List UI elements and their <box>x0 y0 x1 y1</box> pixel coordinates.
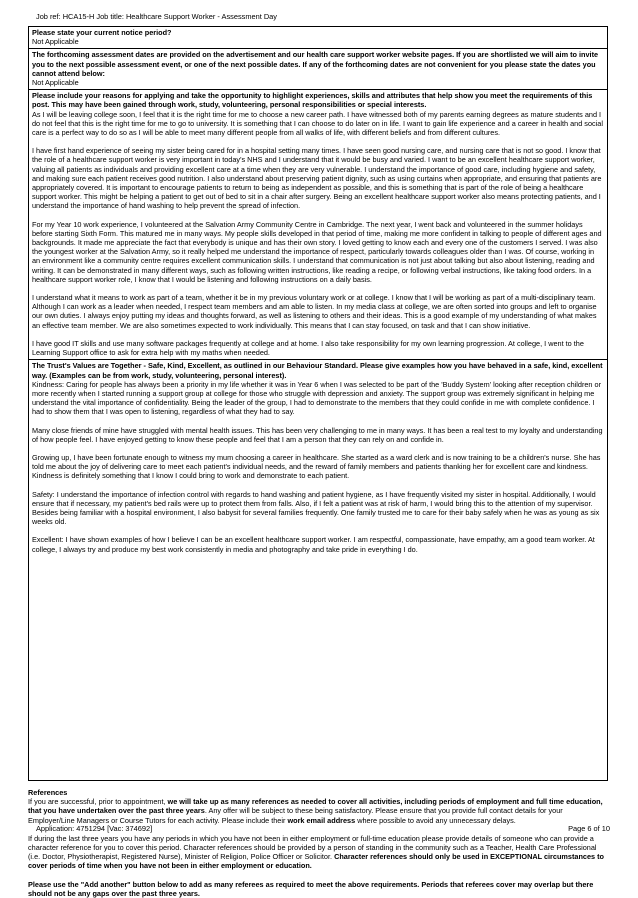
reasons-question: Please include your reasons for applying and take the opportunity to highlight experiences, skills and attributes that help show you meet the requirements of this post. This may have been gained through work, study, volunteering, personal responsibilities or special interests. <box>32 91 593 110</box>
ref-text: where possible to avoid any unnecessary delays. <box>355 815 516 825</box>
references-paragraph-3: Please use the "Add another" button below to add as many referees as required to meet the above requirements. Periods that referees cover may overlap but there should not be any gaps over the past three years. <box>28 879 594 898</box>
reasons-paragraph: I have good IT skills and use many software packages frequently at college and at home. I also take responsibility for my own learning progression. At college, I went to the Learning Support office to ask for extra help with my maths when needed. <box>32 338 584 358</box>
application-form-table <box>28 26 608 781</box>
values-paragraph: Growing up, I have been fortunate enough to witness my mum choosing a career in healthcare. She started as a ward clerk and is now training to be a children's nurse. She has told me about the joy of delivering care to meet each patient's individual needs, and the reward of family members and patients thanking her for excellent care and kindness. Kindness is definitely something that I know I could bring to work and demonstrate to each patient. <box>32 452 601 481</box>
ref-text-bold: work email address <box>287 815 356 825</box>
trust-values-question: The Trust's Values are Together - Safe, Kind, Excellent, as outlined in our Behaviour Standard. Please give examples how you have behaved in a safe, kind, excellent way. (Examples can be from work, study, volunteering, personal interest). <box>32 361 603 380</box>
reasons-paragraph: For my Year 10 work experience, I volunteered at the Salvation Army Community Centre in Cambridge. The next year, I went back and volunteered in the summer holidays before starting Sixth Form. This matured me in many ways. My people skills developed in that period of time, making me more confident in talking to people of different ages and backgrounds. It made me appreciate the fact that everybody is unique and has their own story. I loved getting to know each and every one of the customers I served. I was also the youngest worker at the Salvation Army, so it really helped me understand the importance of respect, particularly towards colleagues older than I was. Of course, working in an environment like a community centre requires excellent communication skills. I understand that communication is not just about talking but also about listening, reading and writing. It can be demonstrated in many different ways, such as following written instructions, like reading a recipe, or following verbal instructions, like taking food orders. In a healthcare support worker role, I know that I would be listening and following instructions on a daily basis. <box>32 219 602 284</box>
trust-values-section <box>29 360 607 555</box>
notice-period-answer: Not Applicable <box>32 37 79 47</box>
page-footer <box>36 824 610 833</box>
ref-text: . Any offer will be subject to these being satisfactory. Please ensure that you provide full contact details for your Employer/Line Managers or Course Tutors for each activity. Please include their <box>28 806 563 825</box>
references-title: References <box>28 788 68 797</box>
page-header: Job ref: HCA15-H Job title: Healthcare Support Worker - Assessment Day <box>36 12 277 21</box>
ref-text-bold: we will take up as many references as needed to cover all activities, including periods of employment and full time education, that you have undertaken over the past three years <box>28 797 603 816</box>
values-paragraph: Safety: I understand the importance of infection control with regards to hand washing and patient hygiene, as I have frequently visited my sister in hospital. Additionally, I would ensure that if necessary, my patient's bed rails were up to protect them from falls. Also, if I felt a patient was at risk of harm, I would bring this to the attention of my supervisor. Besides being familiar with a hospital environment, I also babysit for several families frequently. One family trusted me to care for their baby safely when he was as young as six weeks old. <box>32 489 600 527</box>
ref-text-bold: Character references should only be used in EXCEPTIONAL circumstances to cover periods of time when you have not been in either employment or education. <box>28 852 604 871</box>
values-paragraph: Excellent: I have shown examples of how I believe I can be an excellent healthcare support worker. I am respectful, compassionate, have empathy, am a good team worker. At college, I always try and produce my best work consistently in media and photography and take pride in everything I do. <box>32 535 595 554</box>
references-section <box>28 788 608 898</box>
assessment-dates-section <box>29 49 607 90</box>
notice-period-question: Please state your current notice period? <box>32 28 172 37</box>
references-paragraph-1 <box>28 797 608 825</box>
references-paragraph-2 <box>28 834 608 871</box>
assessment-dates-answer: Not Applicable <box>32 78 79 88</box>
assessment-dates-question: The forthcoming assessment dates are provided on the advertisement and our health care support worker website pages. If you are shortlisted we will aim to invite you to the next possible assessment event, or one of the next possible dates. If any of the forthcoming dates are not convenient for you please state the dates you cannot attend below: <box>32 50 599 78</box>
values-paragraph: Many close friends of mine have struggled with mental health issues. This has been very challenging to me in many ways. It has been a real test to my loyalty and understanding of how people feel. I have enjoyed getting to know these people and feel that I am a person that they can rely on and confide in. <box>32 425 603 444</box>
notice-period-section <box>29 27 607 49</box>
reasons-paragraph: I understand what it means to work as part of a team, whether it be in my previous voluntary work or at college. I know that I will be working as part of a multi-disciplinary team. Although I can work as a leader when needed, I respect team members and am able to listen. In my media class at college, we are often sorted into groups and left to organise our own duties. I always enjoy putting my ideas and thoughts forward, as well as listening to others and their ideas. This is a good example of my understanding of what makes an effective team member. We are also sometimes expected to work individually. This means that I can stay focused, on task and that I can show initiative. <box>32 293 597 330</box>
values-paragraph: Kindness: Caring for people has always been a priority in my life whether it was in Year 6 when I was selected to be part of the 'Buddy System' looking after reception children or more recently when I started running a support group at college for those who struggle with depression and anxiety. The support group was extremely significant in helping me understand the vital importance of confidentiality. Being the leader of the group, I had to demonstrate to the members that they could confide in me with complete confidence. I had to show them that I was open to listening, regardless of what they had to say. <box>32 379 602 417</box>
application-number: Application: 4751294 [Vac: 374692] <box>36 824 153 833</box>
reasons-paragraph: As I will be leaving college soon, I feel that it is the right time for me to choose a new career path. I have witnessed both of my parents earning degrees as mature students and I do not feel that this is the right time for me to go to university. It is something that I can choose to do later on in life. I want to gain life experience and a career in health and social care is a perfect way to do so as I will be able to meet many different people from all walks of life, with different beliefs and from different cultures. <box>32 109 603 138</box>
reasons-paragraph: I have first hand experience of seeing my sister being cared for in a hospital setting many times. I have seen good nursing care, and nursing care that is not so good. I know that the role of a healthcare support worker is very important in today's NHS and I understand that it would be busy and varied. I want to be an excellent healthcare support worker, valuing all patients as individuals and providing excellent care at a time when they are very vulnerable. I understand the importance of good care, including hygiene and safety, and making sure each patient receives good nutrition. I also understand about preserving patient dignity, such as using curtains when appropriate, and ensuring that patients are appropriately covered. It is important to encourage patients to return to being as independent as possible, and this is something that is part of the role of being a healthcare support worker. This might be helping a patient to get out of bed to sit in a chair after surgery. Being an excellent healthcare support worker also means protecting patients, and I understand the importance of hand washing to help prevent the spread of infection. <box>32 146 602 211</box>
reasons-section <box>29 90 607 360</box>
ref-text: If during the last three years you have any periods in which you have not been in either employment or full-time education please provide details of someone who can provide a character reference for you to cover this period. Character references should be provided by a person of standing in the community such as a Teacher, Health Care Professional (i.e. Doctor, Physiotherapist, Registered Nurse), Minister of Religion, Police Officer or Solicitor. <box>28 833 597 862</box>
ref-text: If you are successful, prior to appointment, <box>28 797 168 807</box>
page-number: Page 6 of 10 <box>568 824 610 833</box>
